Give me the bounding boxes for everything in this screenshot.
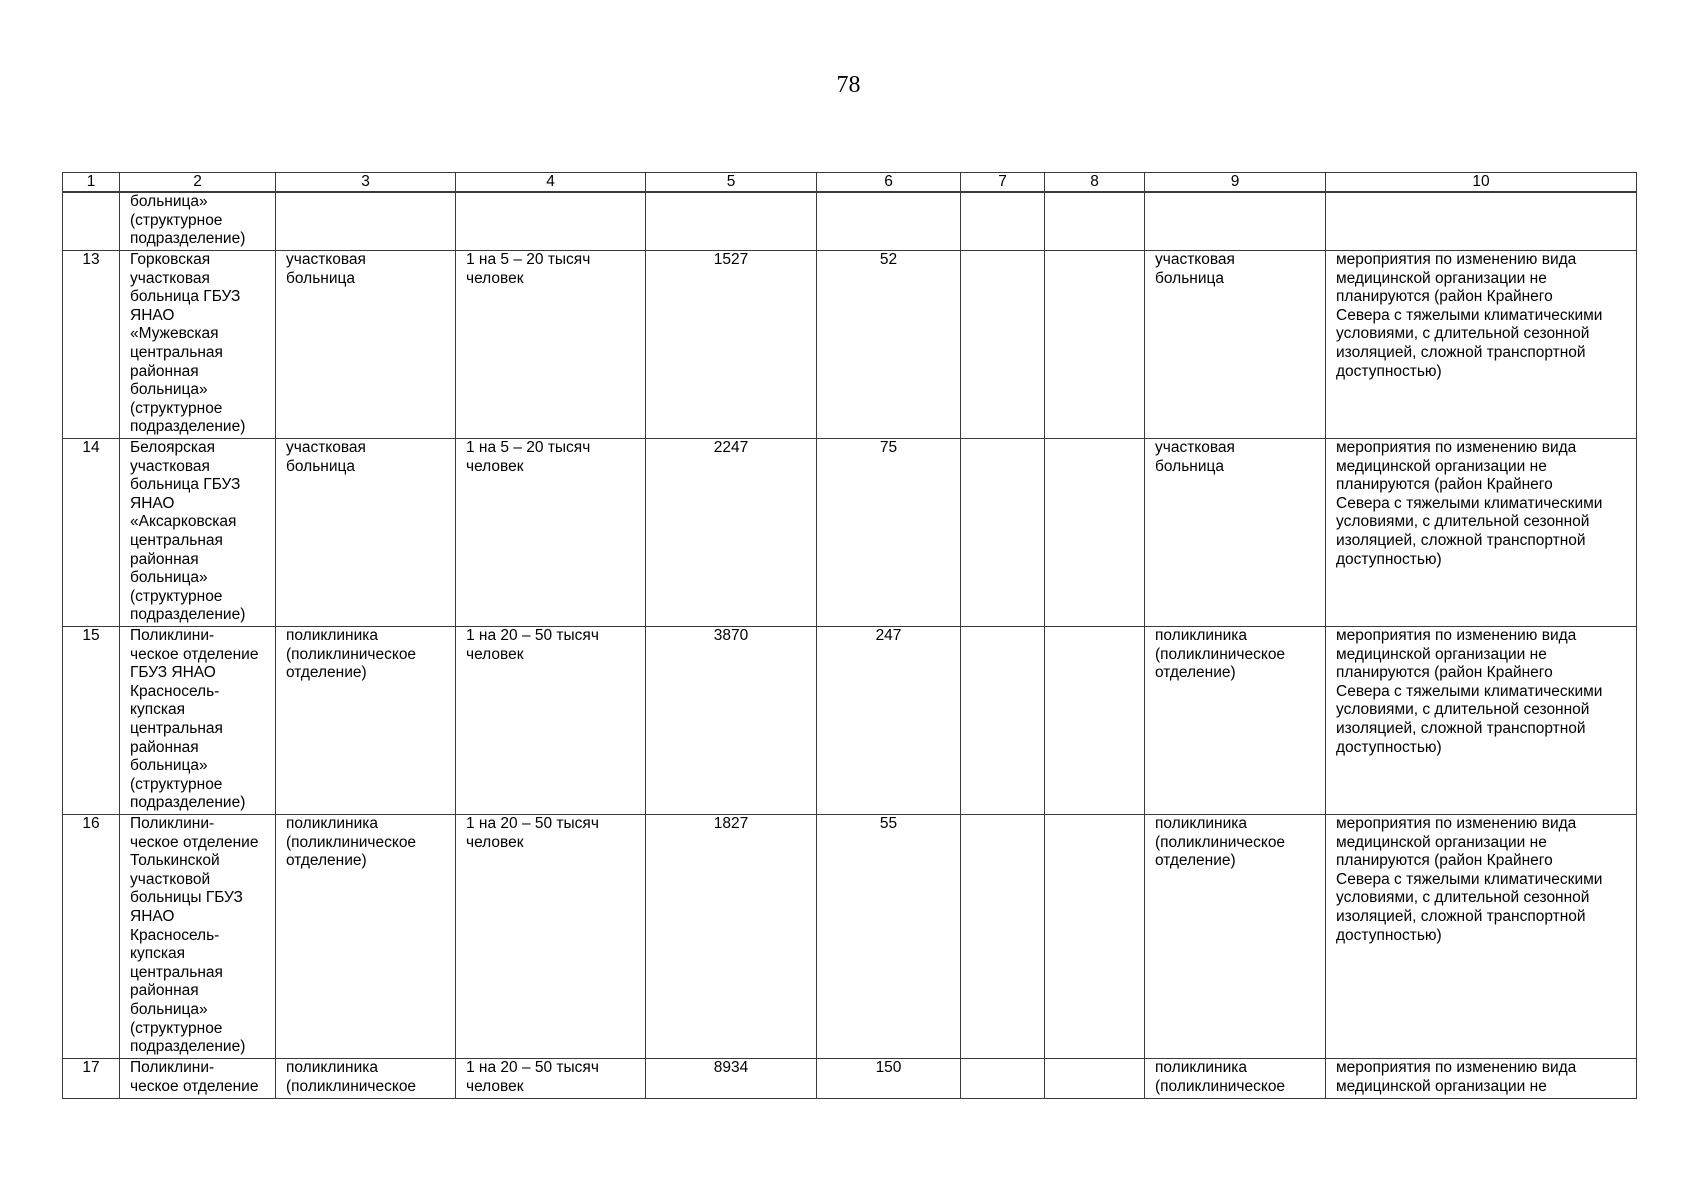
cell-line: Поликлини- <box>130 815 215 832</box>
cell-line: поликлиника <box>286 627 378 644</box>
cell-line: участковая <box>130 269 210 287</box>
cell-line: участковая <box>286 439 366 456</box>
cell-line: больницы ГБУЗ <box>130 889 243 907</box>
cell-line: изоляцией, сложной транспортной <box>1336 343 1586 361</box>
cell-line: больница» <box>130 1000 208 1018</box>
cell-line: ГБУЗ ЯНАО <box>130 664 216 682</box>
column-7-cell <box>961 627 1045 815</box>
column-7-cell <box>961 815 1045 1059</box>
cell-line: поликлиника <box>286 1059 378 1076</box>
cell-line: (структурное <box>130 211 223 229</box>
column-header: 8 <box>1045 173 1145 193</box>
cell-line: подразделение) <box>130 1038 246 1056</box>
cell-line: центральная <box>130 343 223 361</box>
cell-line: (поликлиническое <box>1155 645 1286 663</box>
column-header: 7 <box>961 173 1045 193</box>
cell-line: 1 на 20 – 50 тысяч <box>466 815 599 832</box>
note-cell <box>1326 192 1637 251</box>
column-8-cell <box>1045 1059 1145 1099</box>
cell-line: (структурное <box>130 775 223 793</box>
column-8-cell <box>1045 251 1145 439</box>
cell-line: условиями, с длительной сезонной <box>1336 325 1590 343</box>
cell-line: участковая <box>130 457 210 475</box>
row-number-cell: 16 <box>63 815 120 1059</box>
cell-line: планируются (район Крайнего <box>1336 664 1553 682</box>
table-row <box>63 1059 1637 1099</box>
cell-line: районная <box>130 738 199 756</box>
cell-line: участковая <box>286 251 366 268</box>
cell-line: доступностью) <box>1336 362 1442 380</box>
staff-cell: 52 <box>817 251 961 439</box>
column-header: 4 <box>456 173 646 193</box>
cell-line: 1 на 5 – 20 тысяч <box>466 251 591 268</box>
facility-name-cell <box>120 815 276 1059</box>
cell-line: Севера с тяжелыми климатическими <box>1336 682 1603 700</box>
cell-line: больница ГБУЗ <box>130 476 241 494</box>
cell-line: отделение) <box>286 852 367 870</box>
population-cell: 8934 <box>646 1059 817 1099</box>
table-row <box>63 251 1637 439</box>
cell-line: изоляцией, сложной транспортной <box>1336 719 1586 737</box>
staff-cell: 55 <box>817 815 961 1059</box>
coverage-norm-cell <box>456 1059 646 1099</box>
column-8-cell <box>1045 192 1145 251</box>
cell-line: человек <box>466 833 524 851</box>
cell-line: отделение) <box>1155 852 1236 870</box>
row-number-cell: 17 <box>63 1059 120 1099</box>
facility-name-cell <box>120 251 276 439</box>
cell-line: больница ГБУЗ <box>130 288 241 306</box>
note-cell <box>1326 627 1637 815</box>
population-cell: 1527 <box>646 251 817 439</box>
population-cell: 1827 <box>646 815 817 1059</box>
note-cell <box>1326 1059 1637 1099</box>
cell-line: районная <box>130 550 199 568</box>
cell-line: 1 на 5 – 20 тысяч <box>466 439 591 456</box>
cell-line: мероприятия по изменению вида <box>1336 439 1577 456</box>
column-7-cell <box>961 1059 1045 1099</box>
cell-line: изоляцией, сложной транспортной <box>1336 907 1586 925</box>
column-8-cell <box>1045 439 1145 627</box>
cell-line: 1 на 20 – 50 тысяч <box>466 627 599 644</box>
coverage-norm-cell <box>456 815 646 1059</box>
cell-line: купская <box>130 945 185 963</box>
cell-line: планируются (район Крайнего <box>1336 476 1553 494</box>
cell-line: ЯНАО <box>130 306 175 324</box>
cell-line: Севера с тяжелыми климатическими <box>1336 306 1603 324</box>
cell-line: подразделение) <box>130 418 246 436</box>
cell-line: отделение) <box>286 664 367 682</box>
cell-line: больница» <box>130 569 208 587</box>
cell-line: планируются (район Крайнего <box>1336 288 1553 306</box>
cell-line: подразделение) <box>130 606 246 624</box>
column-header: 3 <box>276 173 456 193</box>
cell-line: (поликлиническое <box>286 645 417 663</box>
cell-line: центральная <box>130 963 223 981</box>
table-row <box>63 627 1637 815</box>
cell-line: районная <box>130 362 199 380</box>
note-cell <box>1326 815 1637 1059</box>
facility-type-cell <box>276 251 456 439</box>
cell-line: ЯНАО <box>130 907 175 925</box>
page-number: 78 <box>836 72 861 98</box>
cell-line: отделение) <box>1155 664 1236 682</box>
staff-cell <box>817 192 961 251</box>
cell-line: ческое отделение <box>130 1077 259 1095</box>
table-body <box>63 192 1637 1099</box>
cell-line: Севера с тяжелыми климатическими <box>1336 870 1603 888</box>
cell-line: участковая <box>1155 439 1235 456</box>
cell-line: поликлиника <box>1155 815 1247 832</box>
cell-line: медицинской организации не <box>1336 457 1547 475</box>
cell-line: 1 на 20 – 50 тысяч <box>466 1059 599 1076</box>
table-row <box>63 439 1637 627</box>
column-7-cell <box>961 192 1045 251</box>
cell-line: купская <box>130 701 185 719</box>
cell-line: подразделение) <box>130 794 246 812</box>
cell-line: условиями, с длительной сезонной <box>1336 889 1590 907</box>
staff-cell: 150 <box>817 1059 961 1099</box>
cell-line: поликлиника <box>1155 627 1247 644</box>
cell-line: медицинской организации не <box>1336 1077 1547 1095</box>
cell-line: больница» <box>130 757 208 775</box>
cell-line: изоляцией, сложной транспортной <box>1336 531 1586 549</box>
cell-line: условиями, с длительной сезонной <box>1336 513 1590 531</box>
column-header: 1 <box>63 173 120 193</box>
cell-line: участковой <box>130 870 211 888</box>
target-type-cell <box>1145 251 1326 439</box>
cell-line: центральная <box>130 719 223 737</box>
facilities-table <box>62 172 1637 1099</box>
cell-line: условиями, с длительной сезонной <box>1336 701 1590 719</box>
column-header: 9 <box>1145 173 1326 193</box>
facility-name-cell <box>120 192 276 251</box>
column-7-cell <box>961 439 1045 627</box>
row-number-cell: 13 <box>63 251 120 439</box>
column-header: 10 <box>1326 173 1637 193</box>
cell-line: «Аксарковская <box>130 513 237 531</box>
facility-type-cell <box>276 439 456 627</box>
row-number-cell: 14 <box>63 439 120 627</box>
facility-name-cell <box>120 1059 276 1099</box>
cell-line: больница <box>286 269 355 287</box>
cell-line: больница» <box>130 381 208 399</box>
cell-line: больница» <box>130 193 208 210</box>
coverage-norm-cell <box>456 439 646 627</box>
cell-line: районная <box>130 982 199 1000</box>
facility-name-cell <box>120 439 276 627</box>
cell-line: доступностью) <box>1336 550 1442 568</box>
cell-line: поликлиника <box>286 815 378 832</box>
row-number-cell: 15 <box>63 627 120 815</box>
cell-line: Поликлини- <box>130 1059 215 1076</box>
staff-cell: 75 <box>817 439 961 627</box>
cell-line: Красносель- <box>130 926 220 944</box>
cell-line: Севера с тяжелыми климатическими <box>1336 494 1603 512</box>
cell-line: доступностью) <box>1336 738 1442 756</box>
column-number-row <box>63 173 1637 193</box>
table-row <box>63 192 1637 251</box>
population-cell <box>646 192 817 251</box>
target-type-cell <box>1145 815 1326 1059</box>
cell-line: ческое отделение <box>130 645 259 663</box>
cell-line: (поликлиническое <box>286 1077 417 1095</box>
cell-line: участковая <box>1155 251 1235 268</box>
cell-line: (поликлиническое <box>1155 833 1286 851</box>
cell-line: (поликлиническое <box>286 833 417 851</box>
cell-line: Толькинской <box>130 852 220 870</box>
cell-line: ческое отделение <box>130 833 259 851</box>
column-header: 5 <box>646 173 817 193</box>
cell-line: больница <box>1155 269 1224 287</box>
cell-line: мероприятия по изменению вида <box>1336 627 1577 644</box>
cell-line: медицинской организации не <box>1336 645 1547 663</box>
column-7-cell <box>961 251 1045 439</box>
population-cell: 3870 <box>646 627 817 815</box>
cell-line: ЯНАО <box>130 494 175 512</box>
note-cell <box>1326 251 1637 439</box>
facility-type-cell <box>276 627 456 815</box>
cell-line: центральная <box>130 531 223 549</box>
population-cell: 2247 <box>646 439 817 627</box>
cell-line: медицинской организации не <box>1336 833 1547 851</box>
facility-type-cell <box>276 1059 456 1099</box>
coverage-norm-cell <box>456 627 646 815</box>
cell-line: мероприятия по изменению вида <box>1336 815 1577 832</box>
cell-line: человек <box>466 457 524 475</box>
cell-line: планируются (район Крайнего <box>1336 852 1553 870</box>
cell-line: (структурное <box>130 399 223 417</box>
cell-line: Красносель- <box>130 682 220 700</box>
cell-line: человек <box>466 269 524 287</box>
cell-line: (поликлиническое <box>1155 1077 1286 1095</box>
column-header: 6 <box>817 173 961 193</box>
cell-line: медицинской организации не <box>1336 269 1547 287</box>
cell-line: (структурное <box>130 1019 223 1037</box>
column-header: 2 <box>120 173 276 193</box>
cell-line: (структурное <box>130 587 223 605</box>
cell-line: подразделение) <box>130 230 246 248</box>
note-cell <box>1326 439 1637 627</box>
facility-name-cell <box>120 627 276 815</box>
cell-line: мероприятия по изменению вида <box>1336 1059 1577 1076</box>
cell-line: Горковская <box>130 251 211 268</box>
cell-line: человек <box>466 1077 524 1095</box>
column-8-cell <box>1045 627 1145 815</box>
cell-line: поликлиника <box>1155 1059 1247 1076</box>
facility-type-cell <box>276 815 456 1059</box>
staff-cell: 247 <box>817 627 961 815</box>
cell-line: человек <box>466 645 524 663</box>
facility-type-cell <box>276 192 456 251</box>
cell-line: больница <box>286 457 355 475</box>
row-number-cell <box>63 192 120 251</box>
cell-line: «Мужевская <box>130 325 219 343</box>
column-8-cell <box>1045 815 1145 1059</box>
table-row <box>63 815 1637 1059</box>
cell-line: доступностью) <box>1336 926 1442 944</box>
coverage-norm-cell <box>456 192 646 251</box>
target-type-cell <box>1145 627 1326 815</box>
cell-line: Белоярская <box>130 439 216 456</box>
target-type-cell <box>1145 192 1326 251</box>
cell-line: Поликлини- <box>130 627 215 644</box>
cell-line: мероприятия по изменению вида <box>1336 251 1577 268</box>
target-type-cell <box>1145 439 1326 627</box>
coverage-norm-cell <box>456 251 646 439</box>
cell-line: больница <box>1155 457 1224 475</box>
target-type-cell <box>1145 1059 1326 1099</box>
